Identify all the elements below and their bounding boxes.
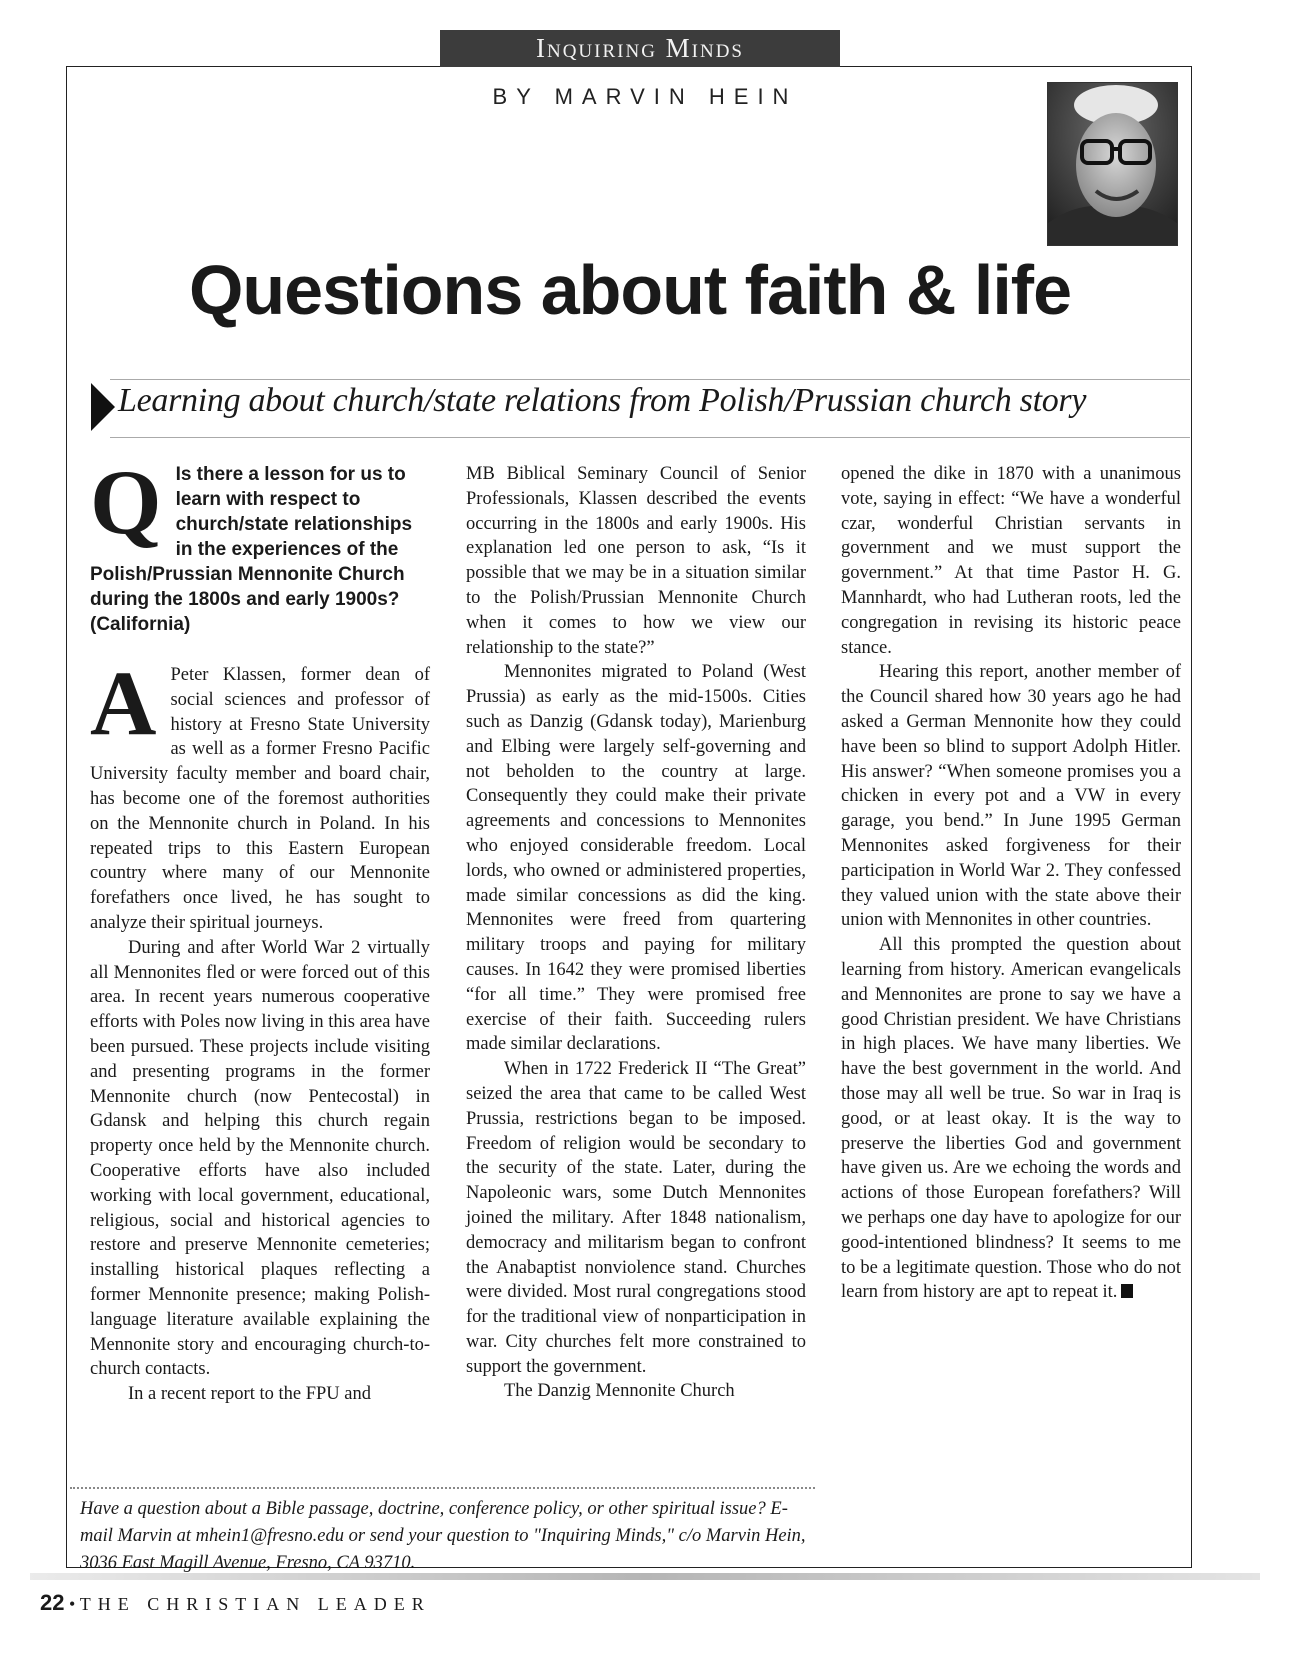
- body-paragraph: In a recent report to the FPU and: [128, 1384, 371, 1405]
- body-paragraph: When in 1722 Frederick II “The Great” seized the area that came to be called West Prussia, restrictions began to be imposed. Freedom of religion would be secondary to the security of the state. Later, during the Napoleonic wars, some Dutch Mennonites joined the military. After 1848 nationalism, democracy and militarism began to confront the Anabaptist nonviolence stand. Churches were divided. Most rural congregations stood for the traditional view of nonparticipation in war. City churches felt more constrained to support the government.: [466, 1059, 806, 1377]
- body-paragraph: The Danzig Mennonite Church: [504, 1381, 735, 1402]
- column-1: [90, 451, 430, 1407]
- column-3: [841, 462, 1181, 1305]
- question-dropcap: Q: [90, 451, 162, 553]
- deck-rule-bottom: [110, 437, 1190, 438]
- folio: [40, 1590, 431, 1616]
- deck-arrow-icon: [91, 383, 115, 431]
- body-paragraph-continued: opened the dike in 1870 with a unanimous vote, saying in effect: “We have a wonderful czar, wonderful Christian servants in government and we must support the government.” At that time Pastor H. G. Mannhardt, who had Lutheran roots, led the congregation in revising its historic peace stance.: [841, 464, 1181, 658]
- page-number: 22: [40, 1590, 65, 1615]
- footer-divider: [70, 1487, 815, 1489]
- body-paragraph-final: All this prompted the question about learning from history. American evangelicals and Mennonites are prone to say we have a good Christian president. We have Christians in high places. We have many liberties. We have the best government in the world. And those may all well be true. So war in Iraq is good, or at least okay. It is the way to preserve the liberties God and government have given us. Are we echoing the words and actions of those European forefathers? Will we perhaps one day have to apologize for our good-intentioned blindness? It seems to me to be a legitimate question. Those who do not learn from history are apt to repeat it.: [841, 935, 1181, 1303]
- answer-paragraph-1: A Peter Klassen, former dean of social sciences and professor of history at Fresno State University as well as a former Fresno Pacific University faculty member and board chair, has become one of the foremost authorities on the Mennonite church in Poland. In his repeated trips to this Eastern European country where many of our Mennonite forefathers once lived, he has sought to analyze their spiritual journeys.: [90, 652, 430, 933]
- body-paragraph: Mennonites migrated to Poland (West Prussia) as early as the mid-1500s. Cities such as Danzig (Gdansk today), Marienburg and Elbing were largely self-governing and not beholden to the country at large. Consequently they could make their private agreements and concessions to Mennonites who enjoyed considerable freedom. Local lords, who owned or administered properties, made similar concessions as did the king. Mennonites were freed from quartering military troops and paying for military causes. In 1642 they were promised liberties “for all time.” They were promised free exercise of their faith. Succeeding rulers made similar declarations.: [466, 662, 806, 1055]
- folio-separator: •: [68, 1594, 76, 1614]
- deck-subtitle: Learning about church/state relations from Polish/Prussian church story: [118, 382, 1087, 419]
- headline: Questions about faith & life: [188, 251, 1072, 329]
- body-paragraph: Hearing this report, another member of the Council shared how 30 years ago he had asked a German Mennonite how they could have been so blind to support Adolph Hitler. His answer? “When someone promises you a chicken in every pot and a VW in every garage, you bend.” In June 1995 German Mennonites asked forgiveness for their participation in World War 2. They confessed they valued union with the state above their union with Mennonites in other countries.: [841, 662, 1181, 931]
- publication-name: THE CHRISTIAN LEADER: [79, 1594, 431, 1614]
- question-text: Is there a lesson for us to learn with respect to church/state relationships in the experiences of the Polish/Prussian Mennonite Church during the 1800s and early 1900s? (California): [90, 464, 413, 635]
- section-kicker: Inquiring Minds: [440, 30, 840, 67]
- end-mark-icon: [1121, 1284, 1133, 1298]
- footer-note: Have a question about a Bible passage, doctrine, conference policy, or other spiritual issue? E-mail Marvin at mhein1@fresno.edu or send your question to "Inquiring Minds," c/o Marvin Hein, 3036 East Magill Avenue, Fresno, CA 93710.: [80, 1499, 806, 1573]
- body-paragraph-continued: MB Biblical Seminary Council of Senior Professionals, Klassen described the events occurring in the 1800s and early 1900s. His explanation led one person to ask, “Is it possible that we may be in a situation similar to the Polish/Prussian Mennonite Church when it comes to how we view our relationship to the state?”: [466, 464, 806, 658]
- question-block: [90, 451, 430, 637]
- deck-rule-top: [110, 379, 1190, 380]
- body-paragraph: During and after World War 2 virtually all Mennonites fled or were forced out of this area. In recent years numerous cooperative efforts with Poles now living in this area have been pursued. These projects include visiting and presenting programs in the former Mennonite church (now Pentecostal) in Gdansk and helping this church regain property once held by the Mennonite church. Cooperative efforts have also included working with local government, educational, religious, social and historical agencies to restore and preserve Mennonite cemeteries; installing historical plaques reflecting a former Mennonite presence; making Polish-language literature available explaining the Mennonite story and encouraging church-to-church contacts.: [90, 937, 430, 1380]
- byline: BY MARVIN HEIN: [492, 84, 798, 109]
- column-2: [466, 462, 806, 1404]
- author-photo: [1047, 82, 1178, 246]
- answer-dropcap: A: [90, 652, 157, 754]
